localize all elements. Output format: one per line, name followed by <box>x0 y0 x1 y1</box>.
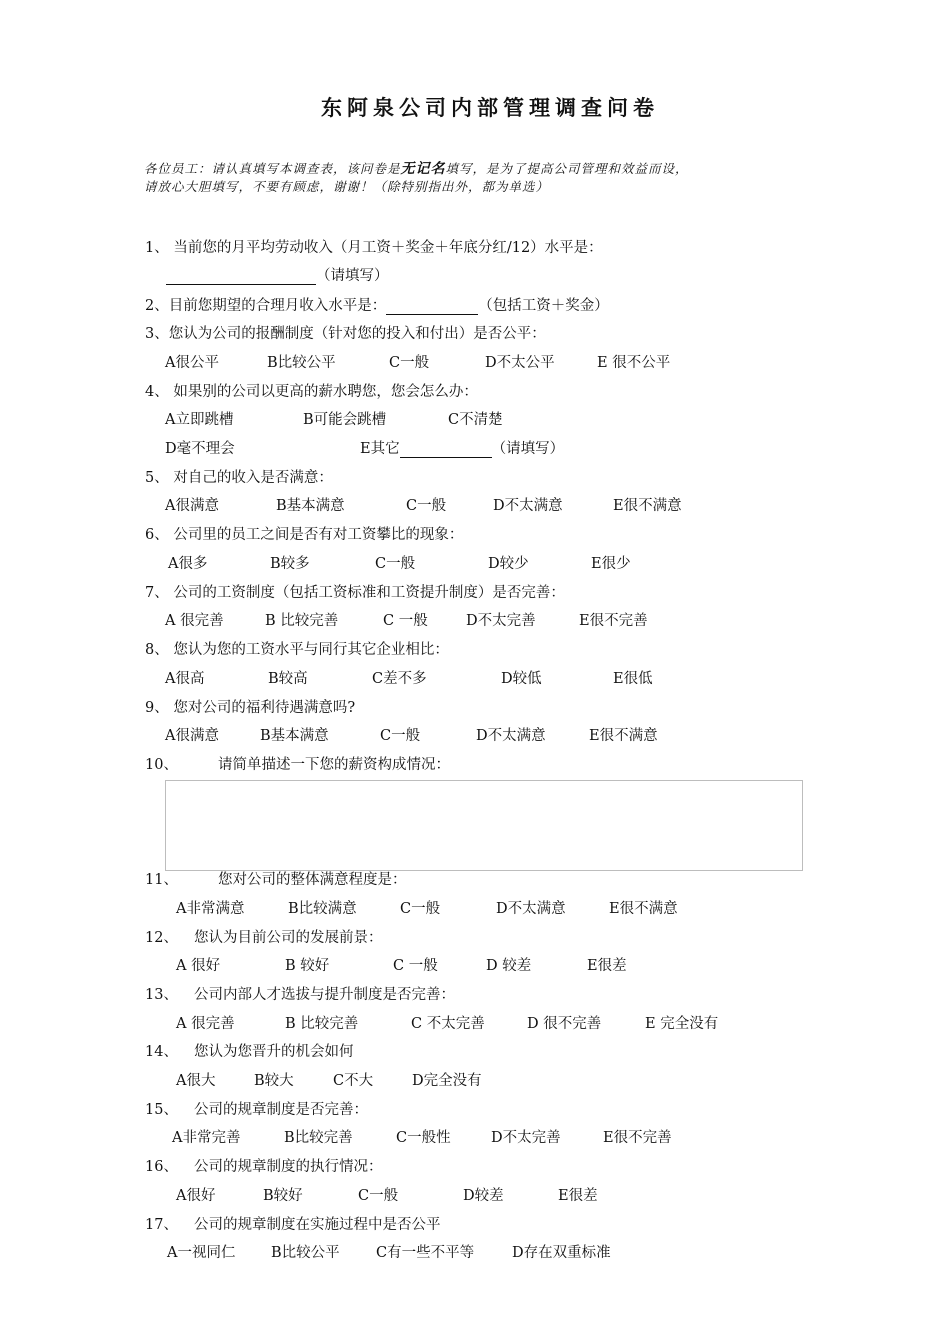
option-e[interactable] <box>360 437 564 458</box>
question-16-text: 公司的规章制度的执行情况： <box>193 1159 383 1175</box>
intro-text-a: 各位员工：请认真填写本调查表，该问卷是 <box>144 161 401 176</box>
option-e[interactable]: E很少 <box>591 556 631 572</box>
option-b[interactable]: B较好 <box>263 1188 303 1204</box>
option-a[interactable]: A很好 <box>176 1188 216 1204</box>
question-9: 9、 您对公司的福利待遇满意吗? <box>145 700 356 716</box>
question-5: 5、 对自己的收入是否满意： <box>145 470 333 486</box>
question-15-text: 公司的规章制度是否完善： <box>193 1102 368 1118</box>
option-d[interactable]: D毫不理会 <box>165 441 235 457</box>
option-e-blank[interactable] <box>400 442 492 458</box>
option-c[interactable]: C一般 <box>400 901 441 917</box>
option-e-note: （请填写） <box>491 441 565 457</box>
question-14 <box>145 1040 353 1061</box>
question-13 <box>145 983 455 1004</box>
option-b[interactable]: B 比较完善 <box>285 1016 359 1032</box>
question-17-number: 17、 <box>145 1217 178 1233</box>
option-b[interactable]: B 比较完善 <box>265 613 339 629</box>
question-13-text: 公司内部人才选拔与提升制度是否完善： <box>193 987 455 1003</box>
option-d[interactable]: D较差 <box>463 1188 504 1204</box>
question-11-text: 您对公司的整体满意程度是： <box>217 872 407 888</box>
question-15 <box>145 1098 368 1119</box>
option-c[interactable]: C一般 <box>358 1188 399 1204</box>
option-d[interactable]: D不太完善 <box>491 1130 561 1146</box>
question-7: 7、 公司的工资制度（包括工资标准和工资提升制度）是否完善： <box>145 585 565 601</box>
option-a[interactable]: A立即跳槽 <box>165 412 234 428</box>
option-e[interactable]: E 完全没有 <box>645 1016 719 1032</box>
intro-line-2: 请放心大胆填写，不要有顾虑，谢谢！（除特别指出外，都为单选） <box>144 179 550 194</box>
option-c[interactable]: C有一些不平等 <box>376 1245 475 1261</box>
option-e[interactable]: E很低 <box>613 671 653 687</box>
intro-line-1 <box>144 160 844 178</box>
question-10-text: 请简单描述一下您的薪资构成情况： <box>217 757 450 773</box>
option-c[interactable]: C一般 <box>389 355 430 371</box>
option-c[interactable]: C不大 <box>333 1073 374 1089</box>
question-2 <box>145 294 609 315</box>
option-d[interactable]: D不太公平 <box>485 355 555 371</box>
option-a[interactable]: A非常满意 <box>176 901 245 917</box>
option-d[interactable]: D 较差 <box>486 958 532 974</box>
question-13-number: 13、 <box>145 987 178 1003</box>
question-10 <box>145 753 450 774</box>
option-c[interactable]: C 一般 <box>383 613 428 629</box>
option-e-label: E其它 <box>360 441 400 457</box>
option-a[interactable]: A非常完善 <box>172 1130 241 1146</box>
question-2-blank[interactable] <box>386 299 478 315</box>
option-e[interactable]: E很不完善 <box>579 613 648 629</box>
option-c[interactable]: C一般 <box>406 498 447 514</box>
question-10-answer-box[interactable] <box>165 780 803 871</box>
option-c[interactable]: C 不太完善 <box>411 1016 485 1032</box>
question-16 <box>145 1155 382 1176</box>
option-d[interactable]: D较低 <box>501 671 542 687</box>
option-c[interactable]: C不清楚 <box>448 412 503 428</box>
option-d[interactable]: D 很不完善 <box>527 1016 602 1032</box>
question-14-number: 14、 <box>145 1044 178 1060</box>
option-d[interactable]: D不太满意 <box>496 901 566 917</box>
option-c[interactable]: C一般性 <box>396 1130 451 1146</box>
question-6: 6、 公司里的员工之间是否有对工资攀比的现象： <box>145 527 464 543</box>
option-c[interactable]: C一般 <box>380 728 421 744</box>
option-b[interactable]: B基本满意 <box>276 498 345 514</box>
option-a[interactable]: A 很好 <box>176 958 221 974</box>
question-11 <box>145 868 406 889</box>
option-a[interactable]: A很大 <box>176 1073 216 1089</box>
question-1-blank[interactable] <box>166 269 316 285</box>
option-a[interactable]: A很高 <box>165 671 205 687</box>
question-1-fill-row <box>166 264 389 285</box>
option-e[interactable]: E很不完善 <box>603 1130 672 1146</box>
question-17 <box>145 1213 440 1234</box>
question-10-number: 10、 <box>145 757 178 773</box>
option-a[interactable]: A很满意 <box>165 498 219 514</box>
page-title: 东阿泉公司内部管理调查问卷 <box>321 96 659 120</box>
option-d[interactable]: D不太满意 <box>493 498 563 514</box>
option-e[interactable]: E很差 <box>587 958 627 974</box>
option-e[interactable]: E很差 <box>558 1188 598 1204</box>
option-a[interactable]: A很满意 <box>165 728 219 744</box>
option-c[interactable]: C一般 <box>375 556 416 572</box>
option-d[interactable]: D完全没有 <box>412 1073 482 1089</box>
option-e[interactable]: E很不满意 <box>589 728 658 744</box>
question-15-number: 15、 <box>145 1102 178 1118</box>
question-12-number: 12、 <box>145 930 178 946</box>
option-a[interactable]: A很多 <box>168 556 208 572</box>
question-1-fill-note: （请填写） <box>316 268 389 284</box>
option-a[interactable]: A一视同仁 <box>167 1245 236 1261</box>
option-d[interactable]: D不太完善 <box>466 613 536 629</box>
option-c[interactable]: C差不多 <box>372 671 427 687</box>
option-c[interactable]: C 一般 <box>393 958 438 974</box>
option-b[interactable]: B比较公平 <box>267 355 336 371</box>
option-b[interactable]: B比较满意 <box>288 901 357 917</box>
option-a[interactable]: A 很完善 <box>165 613 224 629</box>
option-b[interactable]: B较高 <box>268 671 308 687</box>
option-e[interactable]: E很不满意 <box>613 498 682 514</box>
question-17-text: 公司的规章制度在实施过程中是否公平 <box>193 1217 441 1233</box>
option-b[interactable]: B可能会跳槽 <box>303 412 387 428</box>
question-4: 4、 如果别的公司以更高的薪水聘您，您会怎么办： <box>145 384 478 400</box>
question-2-text: 2、目前您期望的合理月收入水平是： <box>145 298 387 314</box>
option-d[interactable]: D较少 <box>488 556 529 572</box>
option-b[interactable]: B比较公平 <box>271 1245 340 1261</box>
question-11-number: 11、 <box>145 872 178 888</box>
question-3: 3、您认为公司的报酬制度（针对您的投入和付出）是否公平： <box>145 326 546 342</box>
option-b[interactable]: B 较好 <box>285 958 330 974</box>
question-16-number: 16、 <box>145 1159 178 1175</box>
option-b[interactable]: B比较完善 <box>284 1130 353 1146</box>
question-1: 1、 当前您的月平均劳动收入（月工资＋奖金＋年底分红/12）水平是： <box>145 240 603 256</box>
option-b[interactable]: B基本满意 <box>260 728 329 744</box>
question-14-text: 您认为您晋升的机会如何 <box>193 1044 354 1060</box>
intro-emphasis: 无记名 <box>400 161 446 177</box>
question-12-text: 您认为目前公司的发展前景： <box>193 930 383 946</box>
question-2-note: （包括工资＋奖金） <box>478 298 609 314</box>
intro-paragraph <box>144 160 844 196</box>
question-12 <box>145 926 382 947</box>
option-d[interactable]: D不太满意 <box>476 728 546 744</box>
option-d[interactable]: D存在双重标准 <box>512 1245 611 1261</box>
option-e[interactable]: E 很不公平 <box>597 355 671 371</box>
intro-text-b: 填写，是为了提高公司管理和效益而设， <box>445 161 689 176</box>
option-b[interactable]: B较多 <box>270 556 310 572</box>
option-a[interactable]: A很公平 <box>165 355 219 371</box>
option-b[interactable]: B较大 <box>254 1073 294 1089</box>
question-8: 8、 您认为您的工资水平与同行其它企业相比： <box>145 642 449 658</box>
option-e[interactable]: E很不满意 <box>609 901 678 917</box>
option-a[interactable]: A 很完善 <box>176 1016 235 1032</box>
